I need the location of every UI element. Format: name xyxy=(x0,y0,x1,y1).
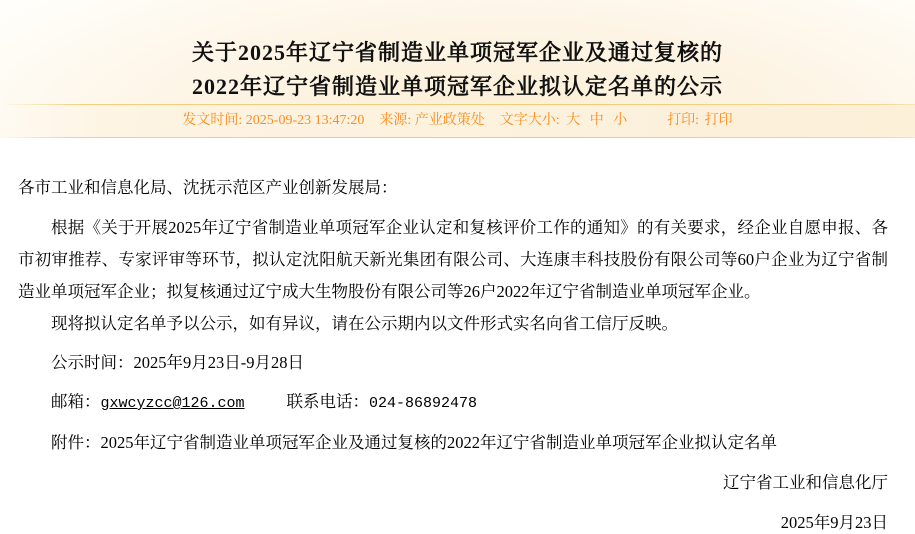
salutation: 各市工业和信息化局、沈抚示范区产业创新发展局： xyxy=(18,178,398,197)
attachment-label: 附件： xyxy=(51,433,101,452)
source-value: 产业政策处 xyxy=(414,113,485,128)
publicity-paragraph: 现将拟认定名单予以公示，如有异议，请在公示期内以文件形式实名向省工信厅反映。 xyxy=(51,314,678,333)
title-line-2: 2022年辽宁省制造业单项冠军企业拟认定名单的公示 xyxy=(191,74,723,99)
source-label: 来源: xyxy=(379,113,412,128)
font-size-small-button[interactable]: 小 xyxy=(613,113,628,128)
meta-bar xyxy=(0,105,915,137)
publish-time-label: 发文时间: xyxy=(182,113,243,128)
contact-line xyxy=(18,391,888,415)
signature-date: 2025年9月23日 xyxy=(780,513,888,532)
font-size-medium-button[interactable]: 中 xyxy=(589,113,604,128)
main-paragraph: 根据《关于开展2025年辽宁省制造业单项冠军企业认定和复核评价工作的通知》的有关要求，经企业自愿申报、各市初审推荐、专家评审等环节，拟认定沈阳航天新光集团有限公司、大连康丰科技股份有限公司等60户企业为辽宁省制造业单项冠军企业；拟复核通过辽宁成大生物股份有限公司等26户2022年辽宁省制造业单项冠军企业。 xyxy=(18,218,888,301)
article-header xyxy=(0,0,915,138)
font-size-label: 文字大小: xyxy=(499,113,560,128)
article-body xyxy=(0,177,915,534)
attachment-line xyxy=(18,432,888,454)
phone-number: 024-86892478 xyxy=(369,395,478,412)
font-size-large-button[interactable]: 大 xyxy=(566,113,581,128)
header-divider-bottom xyxy=(0,137,915,138)
publicity-time-value: 2025年9月23日-9月28日 xyxy=(133,353,304,372)
publicity-time-line xyxy=(18,352,888,374)
signature-org: 辽宁省工业和信息化厅 xyxy=(723,473,888,492)
phone-label: 联系电话： xyxy=(286,392,370,411)
print-button[interactable]: 打印 xyxy=(704,113,733,128)
email-link[interactable]: gxwcyzcc@126.com xyxy=(100,395,245,412)
publish-time-value: 2025-09-23 13:47:20 xyxy=(245,113,365,128)
print-label: 打印: xyxy=(667,113,700,128)
attachment-link[interactable]: 2025年辽宁省制造业单项冠军企业及通过复核的2022年辽宁省制造业单项冠军企业拟认定名单 xyxy=(100,433,777,452)
article-title xyxy=(0,0,915,104)
publicity-time-label: 公示时间： xyxy=(51,353,134,372)
email-label: 邮箱： xyxy=(51,392,101,411)
title-line-1: 关于2025年辽宁省制造业单项冠军企业及通过复核的 xyxy=(191,40,723,65)
